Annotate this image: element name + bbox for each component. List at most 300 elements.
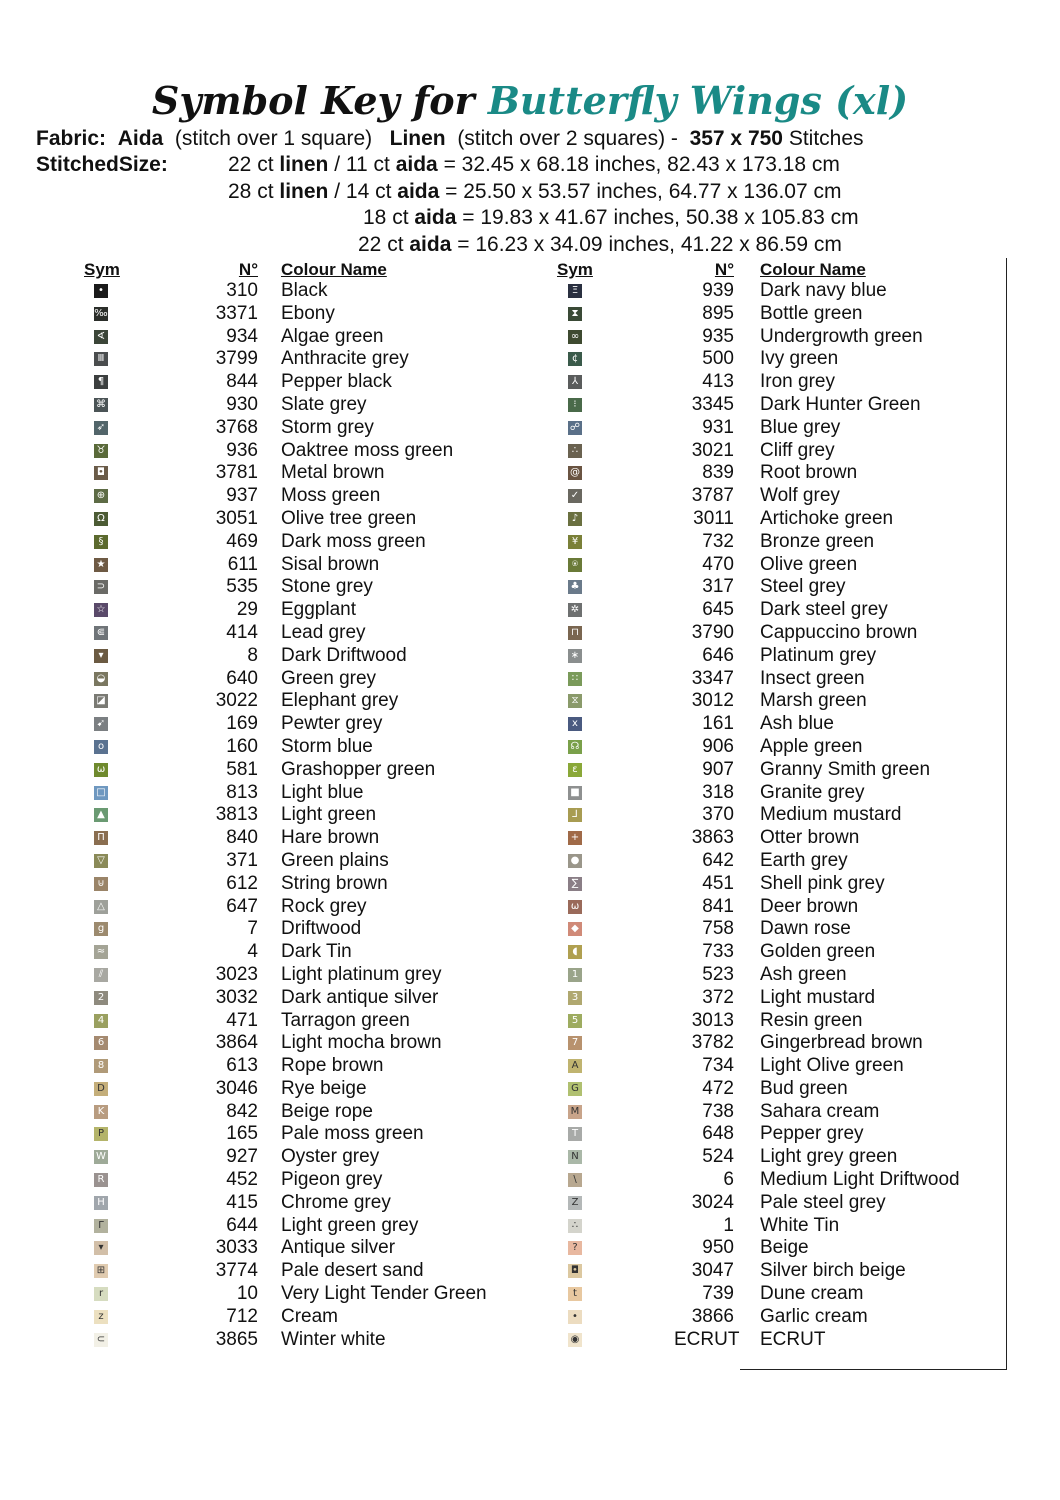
colour-number: 950 — [702, 1237, 734, 1259]
stitched-size-label: StitchedSize: — [36, 153, 168, 176]
symbol-swatch: ¢ — [568, 352, 582, 366]
symbol-swatch: r — [94, 1287, 108, 1301]
symbol-swatch: ∢ — [94, 330, 108, 344]
symbol-swatch: ➶ — [94, 421, 108, 435]
symbol-swatch: • — [94, 284, 108, 298]
key-row — [0, 371, 530, 394]
key-row — [480, 1192, 1010, 1215]
colour-name: Light green grey — [281, 1214, 419, 1236]
colour-name: Root brown — [760, 462, 858, 484]
colour-number: 535 — [226, 576, 258, 598]
colour-name: Eggplant — [281, 599, 357, 621]
colour-name: Dark Driftwood — [281, 644, 407, 666]
colour-name: Olive green — [760, 553, 858, 575]
fabric-linen-note: (stitch over 2 squares) - — [457, 127, 678, 150]
key-row — [0, 1101, 530, 1124]
symbol-swatch: ‰ — [94, 307, 108, 319]
colour-name: Silver birch beige — [760, 1260, 906, 1282]
key-row — [0, 1169, 530, 1192]
key-row — [0, 1260, 530, 1283]
colour-name: Light platinum grey — [281, 963, 442, 985]
key-row — [0, 1215, 530, 1238]
symbol-swatch: 6 — [94, 1036, 108, 1050]
colour-number: 3345 — [691, 393, 734, 415]
colour-number: 839 — [702, 462, 734, 484]
symbol-swatch: ▲ — [94, 808, 108, 822]
symbol-swatch: ☍ — [569, 421, 581, 433]
right-name-header: Colour Name — [760, 260, 866, 279]
colour-name: Beige rope — [281, 1100, 373, 1122]
key-row — [480, 918, 1010, 941]
symbol-swatch: ◪ — [94, 694, 108, 708]
size-line-4: 22 ct aida = 16.23 x 34.09 inches, 41.22 x 86.59 cm — [358, 233, 842, 256]
key-row — [480, 599, 1010, 622]
colour-name: Moss green — [281, 485, 381, 507]
colour-name: Undergrowth green — [760, 325, 923, 347]
colour-name: Grashopper green — [281, 758, 436, 780]
key-row — [0, 1146, 530, 1169]
symbol-swatch: 2 — [94, 991, 108, 1005]
colour-number: 734 — [702, 1055, 734, 1077]
fabric-linen: Linen — [389, 127, 446, 150]
colour-number: 371 — [226, 849, 258, 871]
colour-name: Dark Tin — [281, 941, 352, 963]
symbol-swatch: ⊃ — [94, 580, 108, 594]
colour-number: 524 — [702, 1146, 734, 1168]
colour-name: Light Olive green — [760, 1055, 904, 1077]
key-row — [480, 690, 1010, 713]
colour-name: Dune cream — [760, 1283, 864, 1305]
key-row — [0, 440, 530, 463]
colour-number: 927 — [226, 1146, 258, 1168]
colour-number: 318 — [702, 781, 734, 803]
key-row — [0, 668, 530, 691]
symbol-swatch: o — [94, 740, 108, 754]
colour-name: White Tin — [760, 1214, 840, 1236]
key-row — [0, 1123, 530, 1146]
size-line-1: 22 ct linen / 11 ct aida = 32.45 x 68.18 inches, 82.43 x 173.18 cm — [228, 153, 840, 176]
key-row — [0, 941, 530, 964]
colour-name: Shell pink grey — [760, 872, 885, 894]
colour-number: 3774 — [215, 1260, 258, 1282]
colour-name: Deer brown — [760, 895, 859, 917]
colour-number: 646 — [702, 644, 734, 666]
colour-number: 581 — [226, 758, 258, 780]
colour-number: 414 — [226, 621, 258, 643]
symbol-swatch: Ξ — [568, 284, 582, 298]
key-row — [480, 1078, 1010, 1101]
symbol-swatch: ∴ — [568, 444, 582, 458]
colour-number: 370 — [702, 804, 734, 826]
colour-name: Gingerbread brown — [760, 1032, 923, 1054]
key-row — [480, 1329, 1010, 1352]
symbol-swatch: ⧖ — [568, 694, 582, 708]
symbol-swatch: ⊓ — [568, 626, 582, 640]
key-row — [480, 1101, 1010, 1124]
key-row — [0, 713, 530, 736]
colour-number: 813 — [226, 781, 258, 803]
colour-number: 3046 — [215, 1077, 258, 1099]
colour-name: Cappuccino brown — [760, 621, 918, 643]
colour-number: 3864 — [215, 1032, 258, 1054]
colour-number: 842 — [226, 1100, 258, 1122]
key-row — [0, 804, 530, 827]
colour-number: 906 — [702, 735, 734, 757]
colour-number: 3866 — [691, 1305, 734, 1327]
symbol-swatch: ω — [94, 763, 108, 777]
right-key-list — [480, 280, 1010, 1351]
symbol-swatch: ⊍ — [94, 877, 108, 891]
colour-name: Pepper black — [281, 371, 392, 393]
colour-number: 317 — [702, 576, 734, 598]
colour-number: 936 — [226, 439, 258, 461]
colour-name: String brown — [281, 872, 388, 894]
symbol-swatch: ⊞ — [94, 1264, 108, 1278]
colour-name: Marsh green — [760, 690, 867, 712]
colour-number: 523 — [702, 963, 734, 985]
colour-name: Sisal brown — [281, 553, 380, 575]
colour-name: Apple green — [760, 735, 863, 757]
symbol-swatch: z — [94, 1310, 108, 1324]
colour-number: 6 — [723, 1169, 734, 1191]
left-name-header: Colour Name — [281, 260, 387, 279]
symbol-swatch: g — [94, 922, 108, 936]
symbol-swatch: ≈ — [94, 945, 108, 959]
colour-name: Metal brown — [281, 462, 385, 484]
colour-name: Granny Smith green — [760, 758, 931, 780]
right-num-header: N° — [714, 260, 734, 279]
colour-number: 841 — [702, 895, 734, 917]
colour-name: Earth grey — [760, 849, 848, 871]
key-row — [480, 1215, 1010, 1238]
colour-number: 3768 — [215, 416, 258, 438]
colour-name: Granite grey — [760, 781, 865, 803]
key-row — [480, 736, 1010, 759]
symbol-swatch: ☆ — [94, 603, 108, 617]
key-row — [0, 1306, 530, 1329]
colour-name: Medium mustard — [760, 804, 902, 826]
colour-name: Tarragon green — [281, 1009, 410, 1031]
key-row — [480, 531, 1010, 554]
key-row — [480, 713, 1010, 736]
colour-name: Wolf grey — [760, 485, 840, 507]
key-row — [480, 371, 1010, 394]
colour-number: 642 — [702, 849, 734, 871]
symbol-swatch: N — [568, 1150, 582, 1164]
symbol-swatch: ∗ — [568, 649, 582, 663]
colour-name: Cream — [281, 1305, 339, 1327]
colour-number: 3032 — [215, 986, 258, 1008]
key-row — [480, 554, 1010, 577]
symbol-swatch: ➹ — [94, 717, 108, 731]
symbol-swatch: • — [568, 1310, 582, 1324]
colour-number: 733 — [702, 941, 734, 963]
colour-name: Black — [281, 280, 328, 301]
key-row — [0, 759, 530, 782]
key-row — [480, 485, 1010, 508]
symbol-swatch: ✲ — [568, 603, 582, 617]
key-row — [480, 1055, 1010, 1078]
colour-name: Dark steel grey — [760, 599, 888, 621]
colour-number: 732 — [702, 530, 734, 552]
key-row — [0, 1192, 530, 1215]
key-row — [0, 850, 530, 873]
key-row — [0, 622, 530, 645]
colour-number: 3787 — [691, 485, 734, 507]
colour-name: Olive tree green — [281, 507, 417, 529]
symbol-swatch: 1 — [568, 968, 582, 982]
colour-number: ECRUT — [674, 1328, 740, 1350]
symbol-swatch: ⅄ — [568, 375, 582, 389]
key-row — [480, 964, 1010, 987]
key-row — [0, 417, 530, 440]
fabric-line — [36, 126, 864, 152]
symbol-swatch: ? — [568, 1241, 582, 1255]
key-row — [0, 1010, 530, 1033]
key-row — [0, 873, 530, 896]
symbol-swatch: ¶ — [94, 375, 108, 389]
key-row — [0, 326, 530, 349]
colour-number: 739 — [702, 1283, 734, 1305]
key-row — [480, 782, 1010, 805]
key-row — [480, 394, 1010, 417]
symbol-swatch: ◆ — [568, 922, 582, 936]
symbol-swatch: ◒ — [94, 672, 108, 686]
colour-name: Green plains — [281, 849, 389, 871]
colour-number: 3865 — [215, 1328, 258, 1350]
colour-number: 935 — [702, 325, 734, 347]
colour-number: 372 — [702, 986, 734, 1008]
colour-name: Bud green — [760, 1077, 848, 1099]
symbol-swatch: W — [94, 1150, 108, 1164]
colour-name: Rope brown — [281, 1055, 384, 1077]
colour-name: Chrome grey — [281, 1191, 391, 1213]
colour-name: Rock grey — [281, 895, 367, 917]
colour-name: Light blue — [281, 781, 364, 803]
symbol-swatch: △ — [94, 900, 108, 914]
colour-name: Iron grey — [760, 371, 835, 393]
symbol-swatch: K — [94, 1105, 108, 1119]
symbol-swatch: ♪ — [568, 512, 582, 526]
key-row — [480, 1146, 1010, 1169]
symbol-swatch: ⊂ — [94, 1333, 108, 1347]
key-row — [480, 348, 1010, 371]
symbol-swatch: ● — [568, 854, 582, 868]
colour-name: Storm blue — [281, 735, 373, 757]
colour-number: 3024 — [691, 1191, 734, 1213]
colour-name: Pepper grey — [760, 1123, 864, 1145]
symbol-swatch: \ — [568, 1173, 582, 1187]
symbol-swatch: ♣ — [568, 580, 582, 594]
colour-number: 612 — [226, 872, 258, 894]
colour-number: 472 — [702, 1077, 734, 1099]
symbol-swatch: T — [568, 1127, 582, 1141]
colour-name: Antique silver — [281, 1237, 396, 1259]
colour-number: 29 — [236, 599, 258, 621]
colour-number: 647 — [226, 895, 258, 917]
colour-number: 611 — [227, 553, 258, 575]
colour-number: 644 — [226, 1214, 258, 1236]
key-row — [480, 645, 1010, 668]
key-row — [480, 668, 1010, 691]
key-row — [480, 1283, 1010, 1306]
symbol-swatch: 3 — [568, 991, 582, 1005]
symbol-swatch: t — [568, 1287, 582, 1301]
key-row — [480, 417, 1010, 440]
key-row — [0, 280, 530, 303]
colour-name: Pale desert sand — [281, 1260, 424, 1282]
page-title — [0, 78, 1060, 124]
symbol-swatch: ⧗ — [568, 307, 582, 321]
colour-name: Medium Light Driftwood — [760, 1169, 960, 1191]
symbol-swatch: A — [568, 1059, 582, 1073]
symbol-swatch: G — [568, 1082, 582, 1096]
colour-number: 452 — [226, 1169, 258, 1191]
colour-name: Artichoke green — [760, 507, 894, 529]
symbol-swatch: ∞ — [568, 330, 582, 344]
colour-number: 3021 — [691, 439, 734, 461]
symbol-swatch: ♉ — [94, 444, 108, 458]
key-row — [480, 1306, 1010, 1329]
colour-number: 939 — [702, 280, 734, 301]
colour-number: 3051 — [215, 507, 258, 529]
symbol-swatch: ∑ — [568, 877, 582, 891]
symbol-swatch: R — [94, 1173, 108, 1187]
symbol-swatch: ⁝ — [568, 398, 582, 412]
key-row — [480, 941, 1010, 964]
title-prefix: Symbol Key for — [151, 78, 475, 123]
symbol-swatch: Ⅲ — [94, 352, 108, 366]
key-row — [0, 485, 530, 508]
left-sym-header: Sym — [84, 260, 120, 279]
colour-name: Resin green — [760, 1009, 863, 1031]
key-row — [0, 576, 530, 599]
symbol-swatch: ⍟ — [568, 558, 582, 572]
colour-name: Light mustard — [760, 986, 876, 1008]
symbol-swatch: H — [94, 1196, 108, 1210]
key-row — [0, 554, 530, 577]
key-row — [480, 440, 1010, 463]
key-row — [480, 759, 1010, 782]
key-row — [0, 531, 530, 554]
colour-name: Light green — [281, 804, 377, 826]
colour-name: Oaktree moss green — [281, 439, 454, 461]
colour-name: Oyster grey — [281, 1146, 380, 1168]
colour-number: 712 — [226, 1305, 258, 1327]
colour-name: Platinum grey — [760, 644, 877, 666]
colour-number: 4 — [247, 941, 258, 963]
key-row — [0, 1055, 530, 1078]
colour-number: 3022 — [215, 690, 258, 712]
symbol-swatch: □ — [94, 786, 108, 800]
key-row — [0, 1237, 530, 1260]
colour-name: Cliff grey — [760, 439, 835, 461]
colour-name: Dawn rose — [760, 918, 851, 940]
key-row — [480, 326, 1010, 349]
colour-number: 3347 — [691, 667, 734, 689]
key-row — [0, 690, 530, 713]
colour-number: 3013 — [691, 1009, 734, 1031]
symbol-swatch: ⌘ — [96, 398, 106, 410]
colour-name: Slate grey — [281, 393, 367, 415]
colour-number: 3790 — [691, 621, 734, 643]
colour-number: 3371 — [215, 302, 258, 324]
key-row — [480, 804, 1010, 827]
symbol-swatch: ▾ — [94, 1241, 108, 1255]
size-line-3: 18 ct aida = 19.83 x 41.67 inches, 50.38 x 105.83 cm — [363, 206, 859, 229]
colour-number: 1 — [723, 1214, 734, 1236]
colour-name: Beige — [760, 1237, 809, 1259]
colour-number: 7 — [247, 918, 258, 940]
key-row — [0, 964, 530, 987]
symbol-swatch: ε — [568, 763, 582, 777]
key-row — [0, 599, 530, 622]
key-row — [0, 987, 530, 1010]
symbol-swatch: ▽ — [94, 854, 108, 868]
colour-number: 895 — [702, 302, 734, 324]
colour-name: Otter brown — [760, 827, 860, 849]
colour-name: Winter white — [281, 1328, 386, 1350]
colour-number: 645 — [702, 599, 734, 621]
symbol-swatch: ◉ — [568, 1333, 582, 1347]
colour-name: Blue grey — [760, 416, 841, 438]
symbol-swatch: 7 — [568, 1036, 582, 1050]
symbol-swatch: ◖ — [568, 945, 582, 959]
symbol-swatch: x — [568, 717, 582, 731]
symbol-swatch: ◘ — [568, 1264, 582, 1278]
colour-number: 500 — [702, 348, 734, 370]
symbol-swatch: ∴ — [568, 1219, 582, 1233]
left-num-header: N° — [238, 260, 258, 279]
colour-number: 931 — [702, 416, 734, 438]
colour-name: Driftwood — [281, 918, 362, 940]
key-row — [0, 736, 530, 759]
key-row — [0, 1283, 530, 1306]
key-row — [0, 782, 530, 805]
key-row — [480, 827, 1010, 850]
colour-number: 451 — [702, 872, 734, 894]
colour-number: 648 — [702, 1123, 734, 1145]
colour-name: Garlic cream — [760, 1305, 868, 1327]
key-row — [0, 896, 530, 919]
colour-number: 3813 — [215, 804, 258, 826]
colour-number: 8 — [247, 644, 258, 666]
colour-number: 844 — [226, 371, 258, 393]
colour-name: Lead grey — [281, 621, 366, 643]
colour-name: Stone grey — [281, 576, 373, 598]
symbol-swatch: ∷ — [568, 672, 582, 686]
symbol-swatch: Γ — [94, 1219, 108, 1233]
colour-name: ECRUT — [760, 1328, 826, 1350]
colour-number: 160 — [226, 735, 258, 757]
key-row — [480, 303, 1010, 326]
colour-number: 930 — [226, 393, 258, 415]
colour-number: 640 — [226, 667, 258, 689]
colour-name: Pale moss green — [281, 1123, 424, 1145]
colour-number: 934 — [226, 325, 258, 347]
colour-number: 413 — [702, 371, 734, 393]
colour-number: 3012 — [691, 690, 734, 712]
left-key-list — [0, 280, 530, 1351]
key-row — [0, 508, 530, 531]
key-row — [480, 508, 1010, 531]
right-sym-header: Sym — [557, 260, 593, 279]
colour-name: Sahara cream — [760, 1100, 880, 1122]
colour-number: 3047 — [691, 1260, 734, 1282]
symbol-swatch: 4 — [94, 1014, 108, 1028]
colour-name: Light grey green — [760, 1146, 898, 1168]
colour-name: Dark moss green — [281, 530, 426, 552]
